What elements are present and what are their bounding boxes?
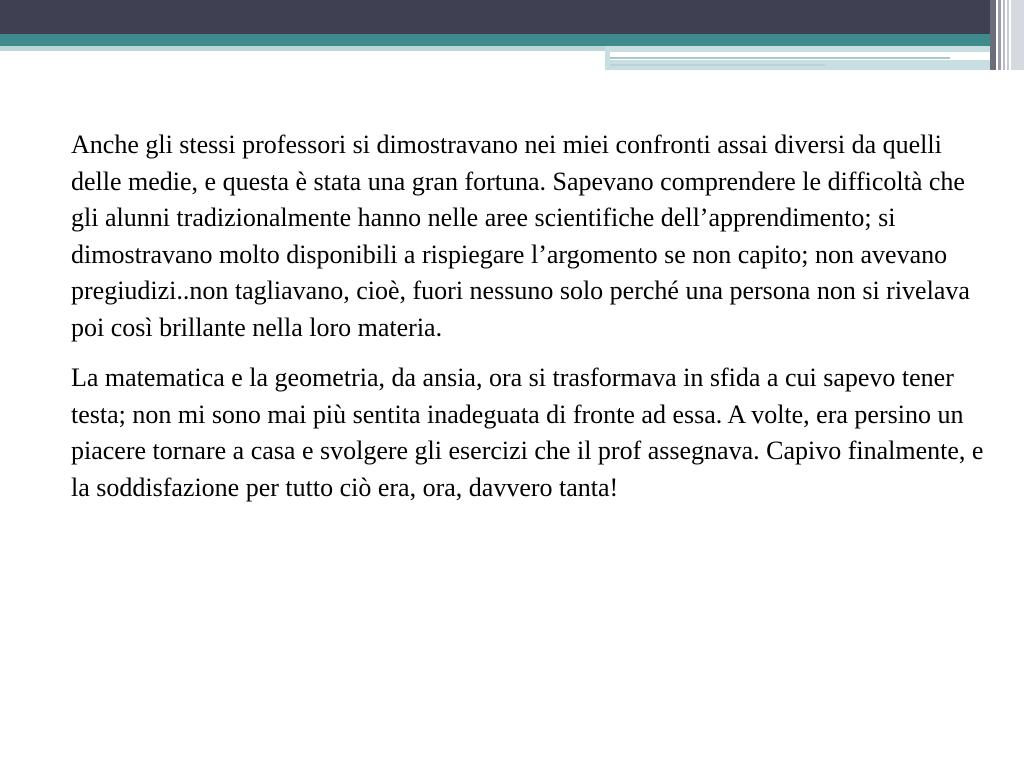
paragraph-professors: Anche gli stessi professori si dimostravano nei miei confronti assai diversi da quelli delle medie, e questa è stata una gran fortuna. Sapevano comprendere le difficoltà che gli alunni tradizionalmente hanno nelle aree scientifiche dell’apprendimento; si dimostravano molto disponibili a rispiegare l’argomento se non capito; non avevano pregiudizi..non tagliavano, cioè, fuori nessuno solo perché una persona non si rivelava poi così brillante nella loro materia. xyxy=(71,130,970,342)
header-teal-band xyxy=(0,34,1024,46)
header-right-line xyxy=(610,57,950,59)
paragraph-mathematics: La matematica e la geometria, da ansia, ora si trasformava in sfida a cui sapevo tener testa; non mi sono mai più sentita inadeguata di fronte ad essa. A volte, era persino un piacere tornare a casa e svolgere gli esercizi che il prof assegnava. Capivo finalmente, e la soddisfazione per tutto ciò era, ora, davvero tanta! xyxy=(71,363,984,502)
header-vertical-stripes xyxy=(990,0,1024,70)
header-light-band xyxy=(0,46,605,51)
header-dark-bar xyxy=(0,0,1024,34)
header-right-line-short xyxy=(610,64,825,66)
slide-body xyxy=(71,127,991,520)
